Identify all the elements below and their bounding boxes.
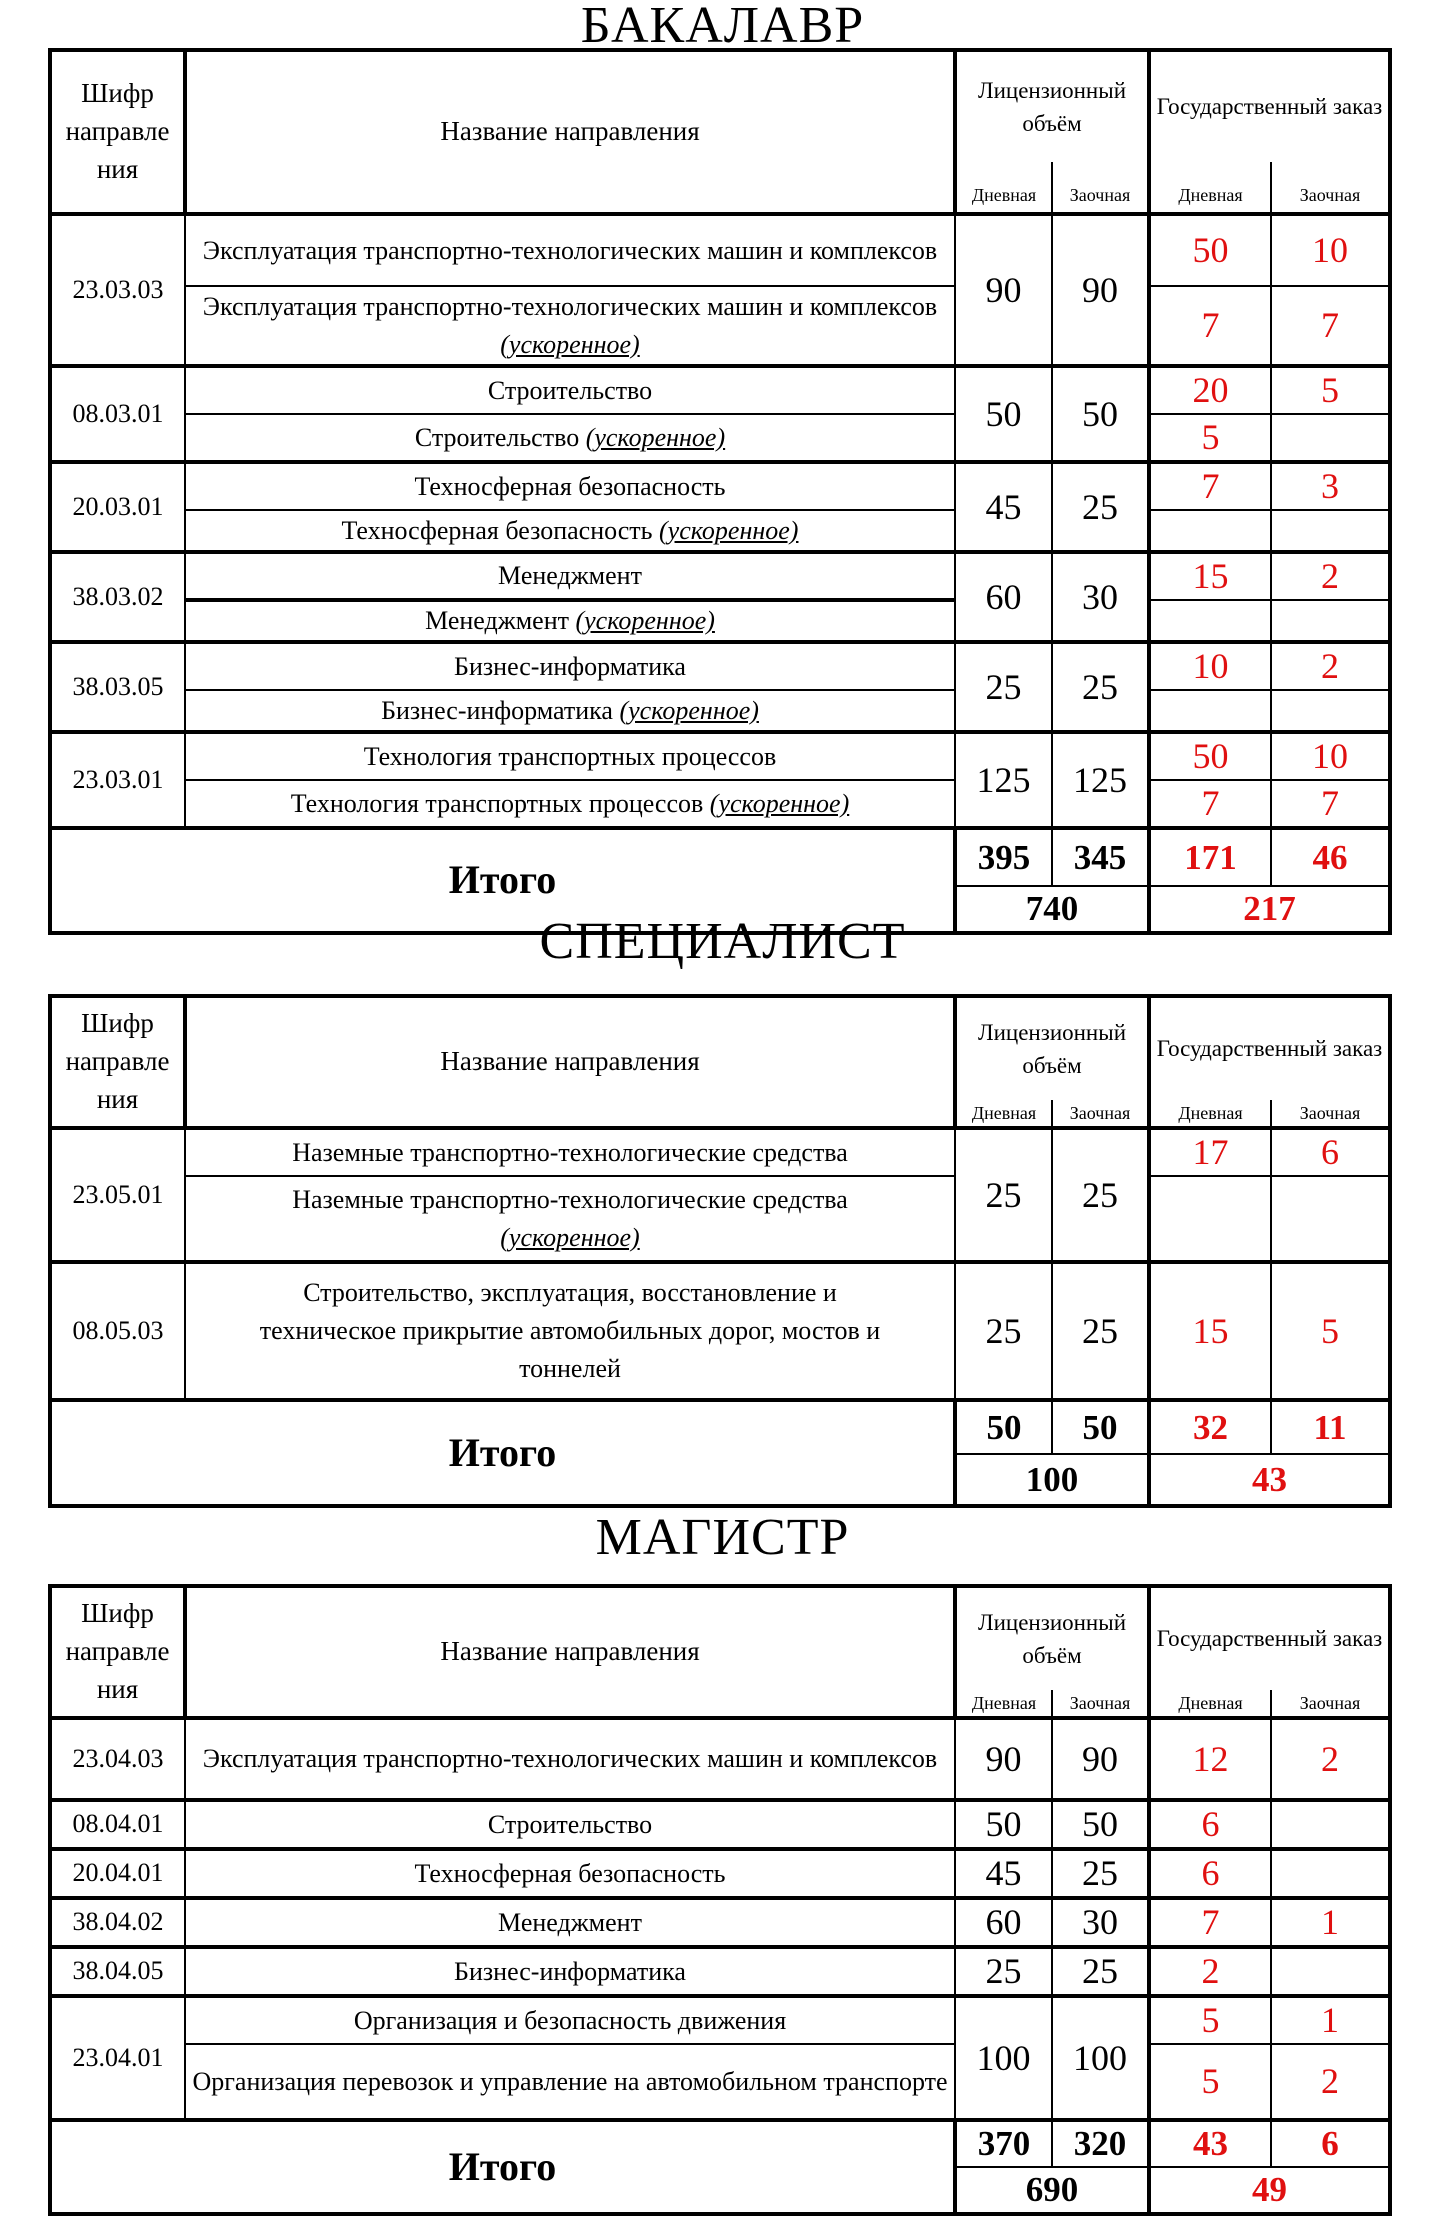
program-code: 08.05.03 (50, 1262, 185, 1400)
header-day: Дневная (955, 162, 1052, 214)
program-code: 38.03.02 (50, 552, 185, 642)
section-title: СПЕЦИАЛИСТ (539, 913, 906, 970)
license-extramural: 90 (1052, 214, 1149, 366)
program-name: Техносферная безопасность (185, 1849, 955, 1898)
bachelor-table (48, 48, 1392, 935)
total-state-extramural: 11 (1271, 1400, 1390, 1454)
state-extramural (1271, 414, 1390, 462)
state-extramural: 7 (1271, 780, 1390, 828)
total-state-day: 43 (1149, 2120, 1271, 2167)
header-name: Название направления (185, 50, 955, 214)
state-day: 5 (1149, 414, 1271, 462)
state-extramural: 1 (1271, 1996, 1390, 2044)
state-extramural: 1 (1271, 1898, 1390, 1947)
total-label: Итого (50, 2120, 955, 2214)
header-extramural: Заочная (1271, 1100, 1390, 1128)
state-extramural: 10 (1271, 732, 1390, 780)
state-extramural (1271, 1800, 1390, 1849)
license-extramural: 25 (1052, 1947, 1149, 1996)
total-license-day: 50 (955, 1400, 1052, 1454)
program-name: Бизнес-информатика (ускоренное) (185, 690, 955, 732)
license-extramural: 25 (1052, 1849, 1149, 1898)
state-extramural: 7 (1271, 286, 1390, 366)
total-state-extramural: 6 (1271, 2120, 1390, 2167)
license-day: 45 (955, 1849, 1052, 1898)
license-extramural: 90 (1052, 1718, 1149, 1800)
license-day: 90 (955, 1718, 1052, 1800)
program-name: Менеджмент (185, 1898, 955, 1947)
header-code: Шифр направле ния (50, 50, 185, 214)
state-day: 15 (1149, 552, 1271, 600)
program-name: Строительство (185, 1800, 955, 1849)
header-license: Лицензионный объём (955, 50, 1149, 162)
state-day: 5 (1149, 1996, 1271, 2044)
state-extramural: 2 (1271, 642, 1390, 690)
license-extramural: 25 (1052, 462, 1149, 552)
state-extramural: 10 (1271, 214, 1390, 286)
header-name: Название направления (185, 996, 955, 1128)
license-day: 25 (955, 1947, 1052, 1996)
total-state-day: 171 (1149, 828, 1271, 886)
state-extramural (1271, 690, 1390, 732)
total-license-extramural: 345 (1052, 828, 1149, 886)
header-day: Дневная (955, 1100, 1052, 1128)
state-day: 7 (1149, 1898, 1271, 1947)
bachelor-section (0, 0, 1445, 939)
license-day: 125 (955, 732, 1052, 828)
total-license-day: 370 (955, 2120, 1052, 2167)
total-state-extramural: 46 (1271, 828, 1390, 886)
total-license-sum: 690 (955, 2167, 1149, 2214)
license-day: 50 (955, 1800, 1052, 1849)
license-day: 60 (955, 1898, 1052, 1947)
license-day: 45 (955, 462, 1052, 552)
header-name: Название направления (185, 1586, 955, 1718)
program-name: Менеджмент (185, 552, 955, 600)
state-day: 17 (1149, 1128, 1271, 1176)
total-state-sum: 49 (1149, 2167, 1390, 2214)
program-name: Технология транспортных процессов (ускоренное) (185, 780, 955, 828)
state-extramural (1271, 1176, 1390, 1262)
state-extramural: 5 (1271, 1262, 1390, 1400)
header-day: Дневная (955, 1690, 1052, 1718)
program-name: Эксплуатация транспортно-технологических машин и комплексов (185, 1718, 955, 1800)
program-code: 38.03.05 (50, 642, 185, 732)
state-day (1149, 600, 1271, 642)
total-state-day: 32 (1149, 1400, 1271, 1454)
total-license-extramural: 320 (1052, 2120, 1149, 2167)
license-extramural: 30 (1052, 1898, 1149, 1947)
program-name: Строительство, эксплуатация, восстановление и техническое прикрытие автомобильных дорог, мостов и тоннелей (185, 1262, 955, 1400)
state-day (1149, 1176, 1271, 1262)
program-name: Строительство (ускоренное) (185, 414, 955, 462)
license-extramural: 50 (1052, 366, 1149, 462)
state-day: 20 (1149, 366, 1271, 414)
program-code: 08.03.01 (50, 366, 185, 462)
header-extramural: Заочная (1271, 1690, 1390, 1718)
header-extramural: Заочная (1271, 162, 1390, 214)
program-code: 20.03.01 (50, 462, 185, 552)
header-state-order: Государственный заказ (1149, 1586, 1390, 1690)
state-day: 50 (1149, 732, 1271, 780)
license-day: 50 (955, 366, 1052, 462)
header-license: Лицензионный объём (955, 1586, 1149, 1690)
total-label: Итого (50, 828, 955, 933)
state-day: 12 (1149, 1718, 1271, 1800)
state-extramural (1271, 510, 1390, 552)
state-day: 7 (1149, 286, 1271, 366)
header-state-order: Государственный заказ (1149, 50, 1390, 162)
program-code: 38.04.02 (50, 1898, 185, 1947)
total-label: Итого (50, 1400, 955, 1506)
header-day: Дневная (1149, 1100, 1271, 1128)
state-day: 6 (1149, 1849, 1271, 1898)
master-table (48, 1584, 1392, 2216)
state-day: 15 (1149, 1262, 1271, 1400)
state-extramural: 2 (1271, 552, 1390, 600)
total-state-sum: 43 (1149, 1454, 1390, 1506)
header-state-order: Государственный заказ (1149, 996, 1390, 1100)
program-code: 23.05.01 (50, 1128, 185, 1262)
license-day: 100 (955, 1996, 1052, 2120)
program-code: 38.04.05 (50, 1947, 185, 1996)
state-day: 6 (1149, 1800, 1271, 1849)
state-extramural: 2 (1271, 2044, 1390, 2120)
state-extramural: 3 (1271, 462, 1390, 510)
specialist-section (0, 913, 1445, 1499)
license-day: 25 (955, 642, 1052, 732)
master-section (0, 1509, 1445, 2209)
program-name: Бизнес-информатика (185, 642, 955, 690)
state-day (1149, 690, 1271, 732)
license-day: 90 (955, 214, 1052, 366)
license-day: 25 (955, 1262, 1052, 1400)
program-name: Эксплуатация транспортно-технологических машин и комплексов (ускоренное) (185, 286, 955, 366)
license-day: 25 (955, 1128, 1052, 1262)
header-license: Лицензионный объём (955, 996, 1149, 1100)
state-day: 7 (1149, 780, 1271, 828)
total-state-sum: 217 (1149, 886, 1390, 933)
license-extramural: 50 (1052, 1800, 1149, 1849)
program-code: 23.04.03 (50, 1718, 185, 1800)
state-extramural: 2 (1271, 1718, 1390, 1800)
total-license-sum: 100 (955, 1454, 1149, 1506)
program-name: Наземные транспортно-технологические средства (ускоренное) (185, 1176, 955, 1262)
header-extramural: Заочная (1052, 1100, 1149, 1128)
state-extramural (1271, 1849, 1390, 1898)
license-extramural: 25 (1052, 642, 1149, 732)
header-extramural: Заочная (1052, 1690, 1149, 1718)
program-name: Организация и безопасность движения (185, 1996, 955, 2044)
program-name: Техносферная безопасность (185, 462, 955, 510)
license-extramural: 100 (1052, 1996, 1149, 2120)
license-extramural: 30 (1052, 552, 1149, 642)
license-day: 60 (955, 552, 1052, 642)
program-code: 08.04.01 (50, 1800, 185, 1849)
program-name: Бизнес-информатика (185, 1947, 955, 1996)
program-code: 23.03.03 (50, 214, 185, 366)
state-day: 50 (1149, 214, 1271, 286)
state-extramural: 6 (1271, 1128, 1390, 1176)
state-extramural (1271, 600, 1390, 642)
section-title: БАКАЛАВР (580, 0, 865, 54)
program-code: 20.04.01 (50, 1849, 185, 1898)
program-name: Техносферная безопасность (ускоренное) (185, 510, 955, 552)
header-code: Шифр направле ния (50, 996, 185, 1128)
program-name: Организация перевозок и управление на автомобильном транспорте (185, 2044, 955, 2120)
program-code: 23.03.01 (50, 732, 185, 828)
state-extramural (1271, 1947, 1390, 1996)
program-name: Менеджмент (ускоренное) (185, 600, 955, 642)
state-day: 5 (1149, 2044, 1271, 2120)
license-extramural: 25 (1052, 1262, 1149, 1400)
program-name: Наземные транспортно-технологические средства (185, 1128, 955, 1176)
total-license-day: 395 (955, 828, 1052, 886)
program-code: 23.04.01 (50, 1996, 185, 2120)
program-name: Технология транспортных процессов (185, 732, 955, 780)
header-day: Дневная (1149, 1690, 1271, 1718)
state-day: 2 (1149, 1947, 1271, 1996)
state-day: 10 (1149, 642, 1271, 690)
state-extramural: 5 (1271, 366, 1390, 414)
program-name: Эксплуатация транспортно-технологических машин и комплексов (185, 214, 955, 286)
header-day: Дневная (1149, 162, 1271, 214)
header-extramural: Заочная (1052, 162, 1149, 214)
total-license-extramural: 50 (1052, 1400, 1149, 1454)
total-license-sum: 740 (955, 886, 1149, 933)
section-title: МАГИСТР (595, 1509, 850, 1566)
state-day (1149, 510, 1271, 552)
license-extramural: 125 (1052, 732, 1149, 828)
specialist-table (48, 994, 1392, 1508)
header-code: Шифр направле ния (50, 1586, 185, 1718)
program-name: Строительство (185, 366, 955, 414)
license-extramural: 25 (1052, 1128, 1149, 1262)
state-day: 7 (1149, 462, 1271, 510)
